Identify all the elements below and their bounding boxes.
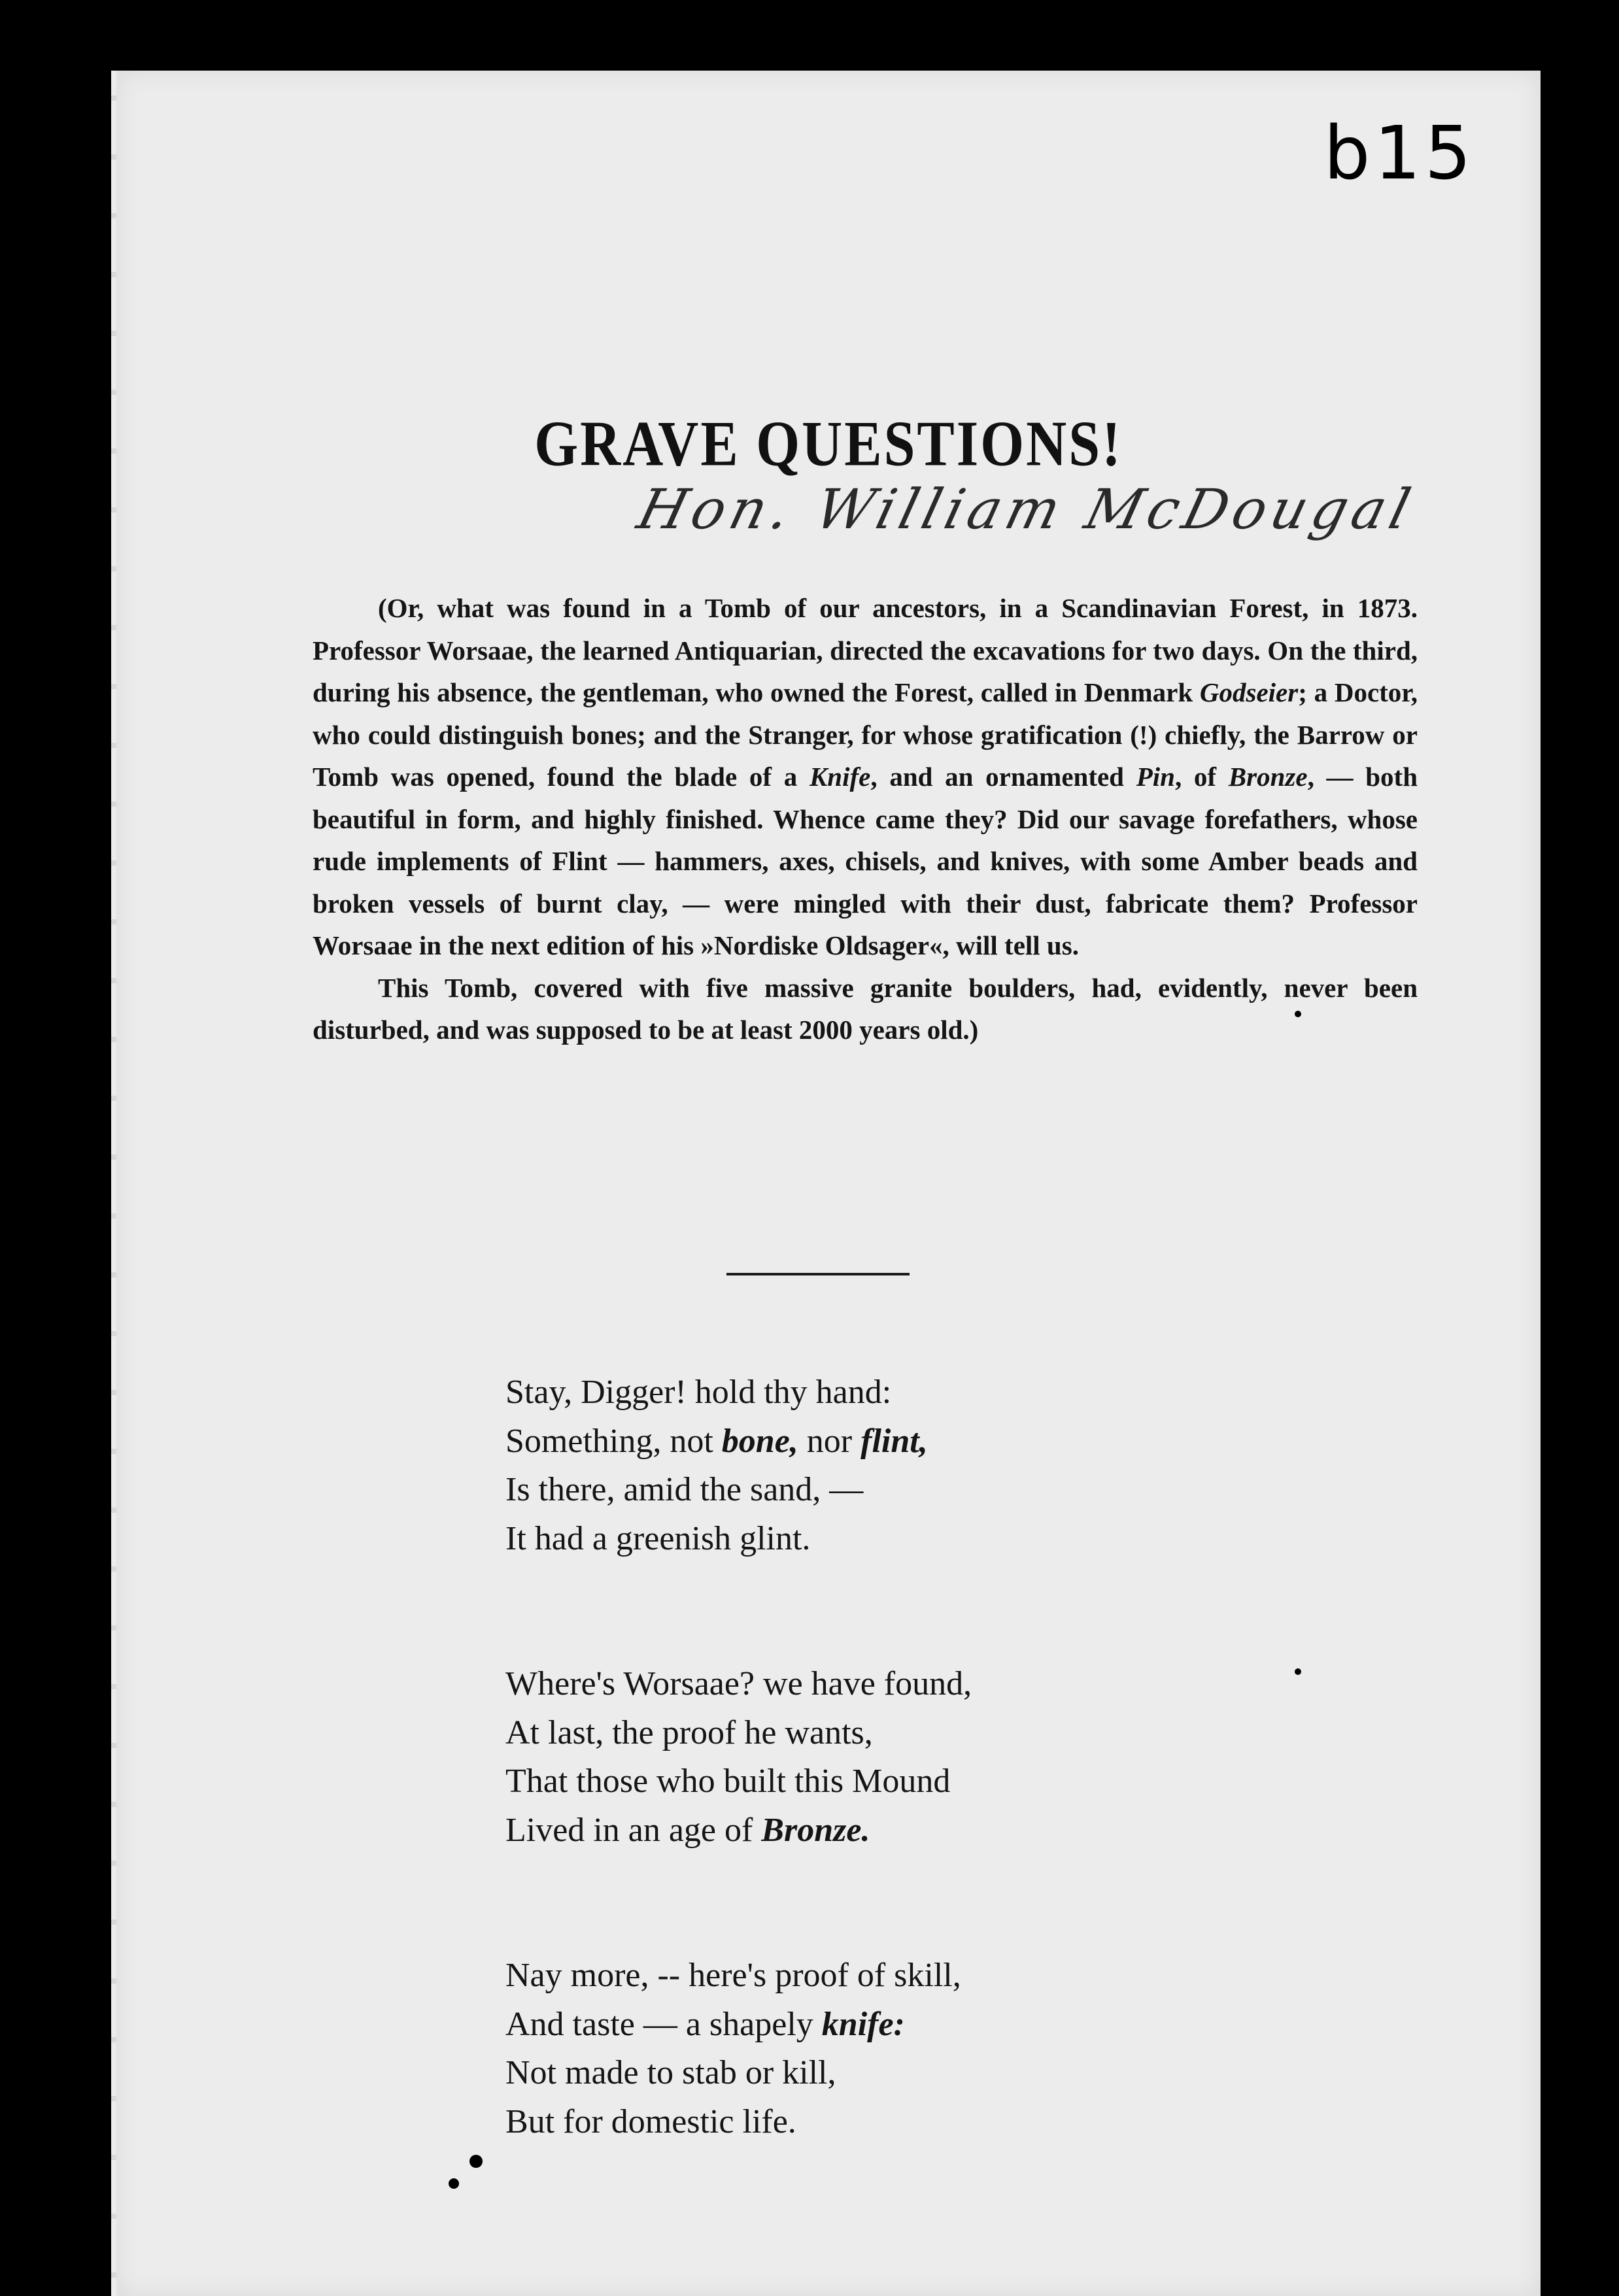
- poem-stanza-3: [505, 1951, 972, 2146]
- intro-paragraph-2: This Tomb, covered with five massive granite boulders, had, evidently, never been disturbed, and was supposed to be at least 2000 years old.): [313, 972, 1418, 1045]
- ink-spot: [1295, 1668, 1301, 1675]
- page-number: b15: [1323, 111, 1475, 196]
- poem-line: Nay more, -- here's proof of skill,: [505, 1957, 961, 1994]
- poem-line: [505, 2001, 972, 2050]
- poem-text: Something, not: [505, 1422, 722, 1460]
- section-divider: [726, 1273, 910, 1275]
- poem-line: Is there, amid the sand, —: [505, 1471, 864, 1508]
- poem-text: And taste — a shapely: [505, 2005, 822, 2043]
- poem-line: But for domestic life.: [505, 2102, 796, 2140]
- poem-emphasis: flint,: [861, 1422, 928, 1460]
- poem-emphasis: bone,: [721, 1422, 798, 1460]
- page-title: GRAVE QUESTIONS!: [534, 407, 1123, 480]
- poem: [505, 1368, 972, 2243]
- poem-line: [505, 1417, 972, 1466]
- ink-spot: [1568, 954, 1575, 961]
- poem-emphasis: knife:: [821, 2005, 905, 2043]
- poem-line: Not made to stab or kill,: [505, 2054, 836, 2091]
- intro-emphasis: Bronze: [1228, 762, 1308, 792]
- poem-line: Where's Worsaae? we have found,: [505, 1665, 972, 1702]
- poem-line: It had a greenish glint.: [505, 1519, 811, 1557]
- intro-emphasis: Pin: [1136, 762, 1175, 792]
- handwritten-annotation: Hon. William McDougal: [631, 477, 1422, 541]
- intro-text-span: , and an ornamented: [870, 762, 1136, 792]
- ink-spot: [449, 2178, 459, 2189]
- intro-emphasis: Godseier: [1199, 677, 1299, 707]
- poem-line: Stay, Digger! hold thy hand:: [505, 1374, 892, 1411]
- intro-emphasis: Knife: [809, 762, 871, 792]
- poem-line: [505, 1806, 972, 1855]
- intro-text-span: , of: [1174, 762, 1229, 792]
- intro-text: [313, 587, 1418, 1051]
- poem-stanza-1: [505, 1368, 972, 1563]
- intro-text-span: , — both beautiful in form, and highly finished. Whence came they? Did our savage forefathers, whose rude implements of Flint — hammers, axes, chisels, and knives, with some Amber beads and broken vessels of burnt clay, — were mingled with their dust, fabricate them? Professor Worsaae in the next edition of his »Nordiske Oldsager«, will tell us.: [313, 762, 1418, 960]
- ink-spot: [469, 2155, 483, 2168]
- poem-line: At last, the proof he wants,: [505, 1714, 873, 1751]
- poem-line: That those who built this Mound: [505, 1763, 951, 1800]
- intro-text-span: ; a Doctor, who could distinguish bones; and the Stranger, for whose gratification (!) chiefly, the Barrow or Tomb was opened, found the blade of a: [313, 677, 1418, 792]
- poem-text: Lived in an age of: [505, 1811, 762, 1849]
- intro-paragraph-1: [313, 587, 1418, 967]
- ink-spot: [1295, 1011, 1301, 1017]
- poem-text: nor: [798, 1422, 861, 1460]
- poem-stanza-2: [505, 1660, 972, 1855]
- intro-text-span: (Or, what was found in a Tomb of our ancestors, in a Scandinavian Forest, in 1873. Professor Worsaae, the learned Antiquarian, directed the excavations for two days. On the third, during his absence, the gentleman, who owned the Forest, called in Denmark: [313, 593, 1418, 707]
- document-page: [116, 71, 1541, 2296]
- poem-emphasis: Bronze.: [761, 1811, 870, 1849]
